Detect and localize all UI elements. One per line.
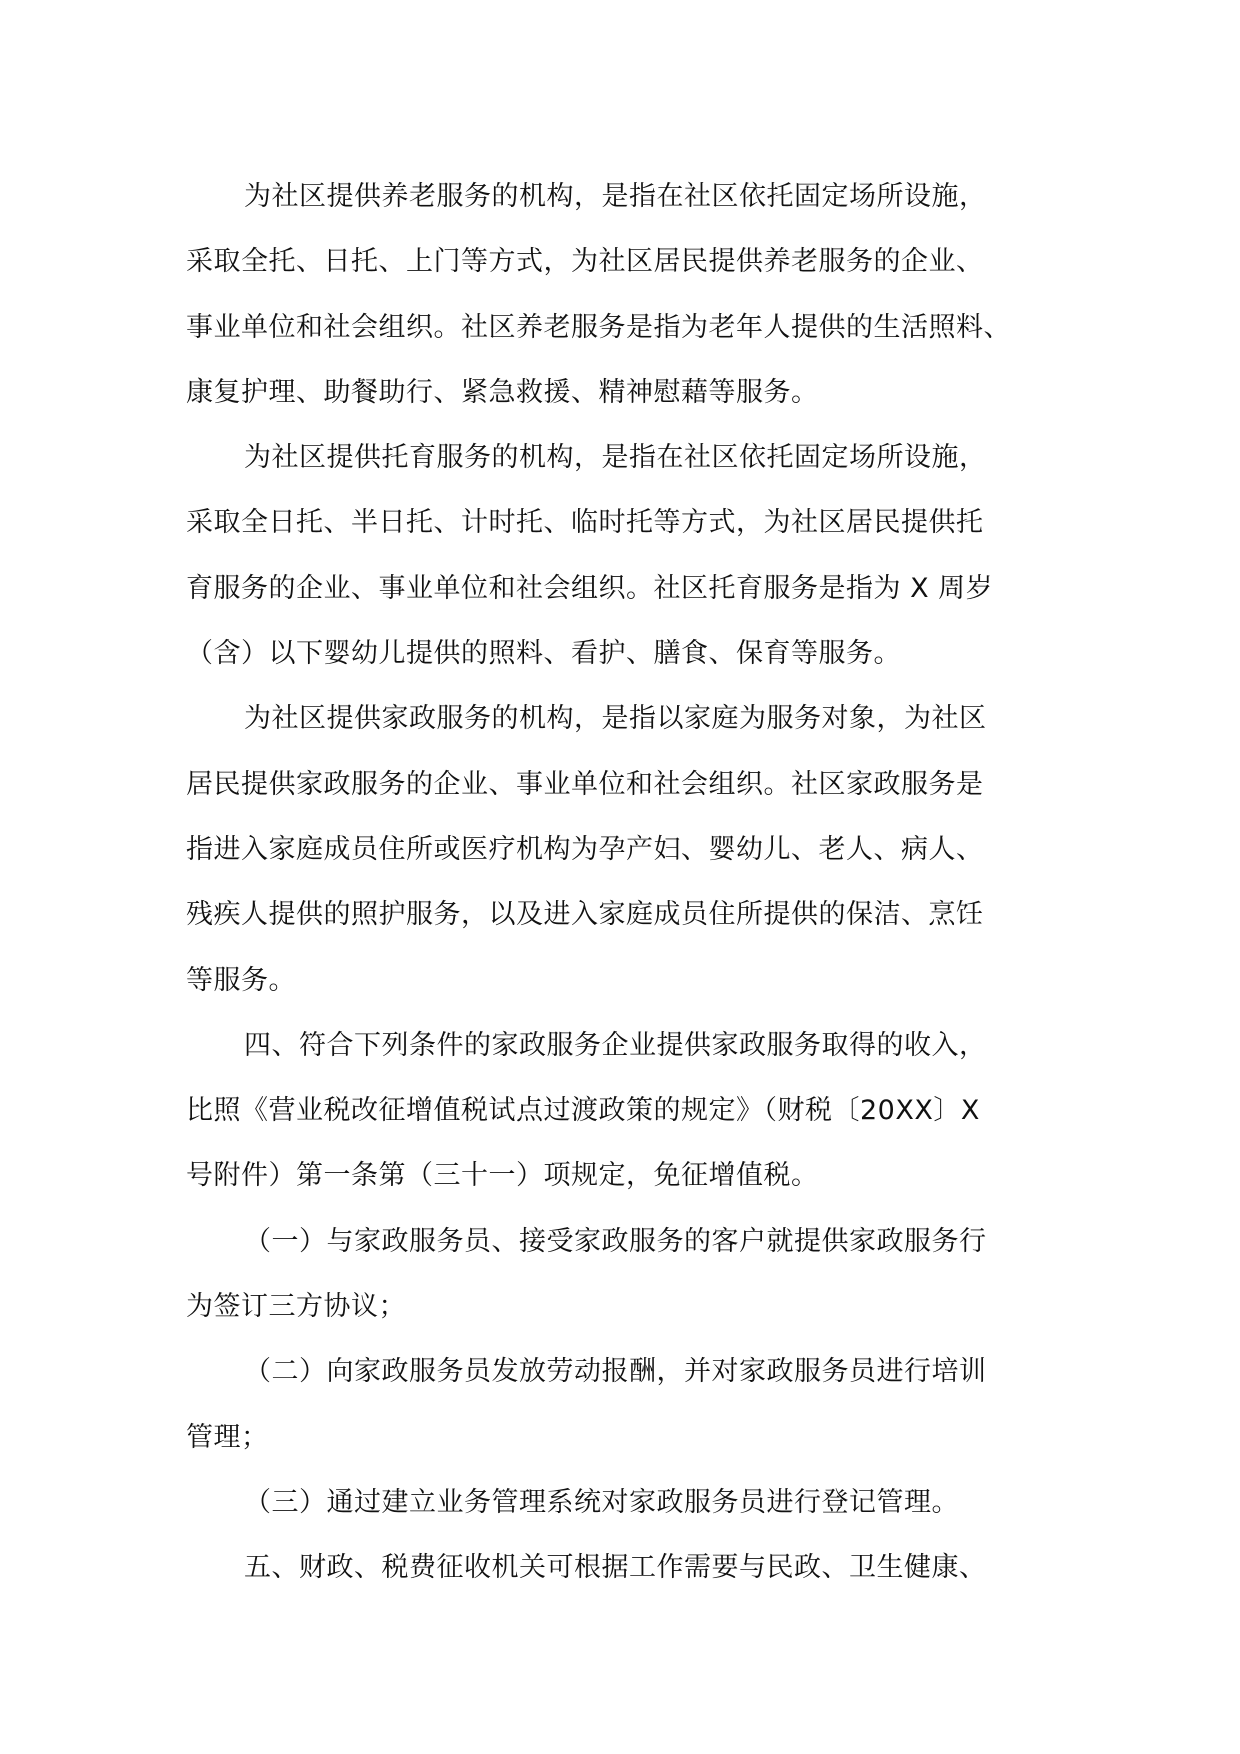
text-line: 居民提供家政服务的企业、事业单位和社会组织。社区家政服务是 bbox=[186, 768, 984, 800]
text-line: 采取全托、日托、上门等方式，为社区居民提供养老服务的企业、 bbox=[186, 246, 984, 278]
text-line: （含）以下婴幼儿提供的照料、看护、膳食、保育等服务。 bbox=[186, 638, 901, 670]
text-line: 四、符合下列条件的家政服务企业提供家政服务取得的收入， bbox=[244, 1029, 987, 1061]
text-line: 康复护理、助餐助行、紧急救援、精神慰藉等服务。 bbox=[186, 376, 819, 408]
paragraph-item-two bbox=[186, 1339, 1062, 1470]
text-line: 残疾人提供的照护服务，以及进入家庭成员住所提供的保洁、烹饪 bbox=[186, 899, 984, 931]
text-line: （一）与家政服务员、接受家政服务的客户就提供家政服务行 bbox=[244, 1225, 987, 1257]
text-line: 指进入家庭成员住所或医疗机构为孕产妇、婴幼儿、老人、病人、 bbox=[186, 833, 984, 865]
paragraph-item-three bbox=[186, 1470, 1062, 1535]
text-line: 比照《营业税改征增值税试点过渡政策的规定》（财税〔20XX〕X bbox=[186, 1095, 980, 1127]
text-line: （三）通过建立业务管理系统对家政服务员进行登记管理。 bbox=[244, 1486, 959, 1518]
text-line: 采取全日托、半日托、计时托、临时托等方式，为社区居民提供托 bbox=[186, 507, 984, 539]
text-line: （二）向家政服务员发放劳动报酬，并对家政服务员进行培训 bbox=[244, 1356, 987, 1388]
paragraph-section-five bbox=[186, 1535, 1062, 1600]
text-line: 为社区提供家政服务的机构，是指以家庭为服务对象，为社区 bbox=[244, 703, 987, 735]
paragraph-elderly-care bbox=[186, 164, 1062, 425]
paragraph-childcare bbox=[186, 425, 1062, 686]
paragraph-item-one bbox=[186, 1209, 1062, 1340]
paragraph-section-four bbox=[186, 1013, 1062, 1209]
text-line: 育服务的企业、事业单位和社会组织。社区托育服务是指为 X 周岁 bbox=[186, 572, 994, 604]
text-line: 为社区提供托育服务的机构，是指在社区依托固定场所设施， bbox=[244, 442, 987, 474]
text-line: 事业单位和社会组织。社区养老服务是指为老年人提供的生活照料、 bbox=[186, 311, 1011, 343]
paragraph-housekeeping bbox=[186, 686, 1062, 1012]
text-line: 五、财政、税费征收机关可根据工作需要与民政、卫生健康、 bbox=[244, 1552, 987, 1584]
text-line: 号附件）第一条第（三十一）项规定，免征增值税。 bbox=[186, 1160, 819, 1192]
text-line: 为签订三方协议； bbox=[186, 1291, 406, 1323]
text-line: 管理； bbox=[186, 1421, 269, 1453]
text-line: 为社区提供养老服务的机构，是指在社区依托固定场所设施， bbox=[244, 181, 987, 212]
document-body bbox=[186, 164, 1062, 1601]
text-line: 等服务。 bbox=[186, 964, 296, 996]
